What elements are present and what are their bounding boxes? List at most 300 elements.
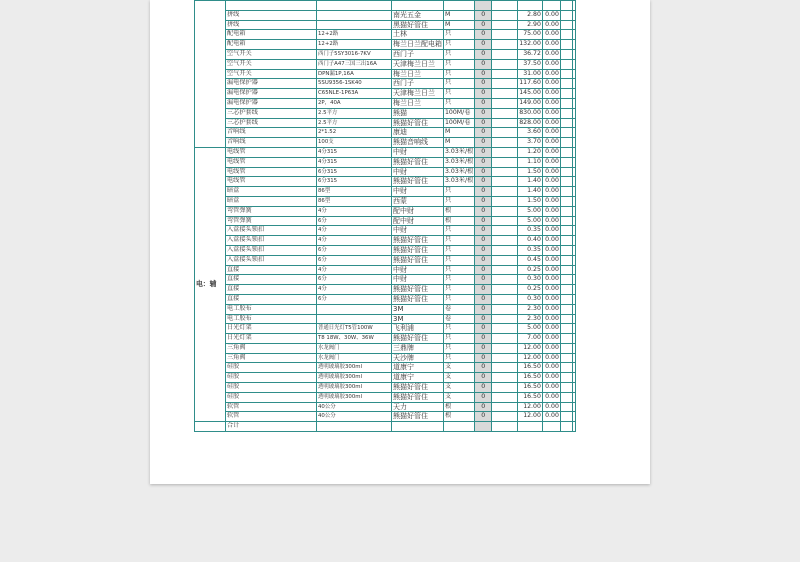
- price-cell: 2.30: [518, 314, 543, 324]
- amount-cell: 0.00: [542, 40, 560, 50]
- item-name-cell: 电线管: [226, 167, 317, 177]
- price-cell: 132.00: [518, 40, 543, 50]
- table-row: [195, 196, 576, 206]
- extra-cell: [572, 157, 575, 167]
- brand-cell: 梅兰日兰: [392, 69, 444, 79]
- table-row: [195, 334, 576, 344]
- item-name-cell: 漏电保护器: [226, 79, 317, 89]
- extra-cell: [572, 79, 575, 89]
- spacer-cell: [492, 265, 518, 275]
- quantity-cell: 0: [475, 245, 492, 255]
- brand-cell: [392, 422, 444, 432]
- extra-cell: [560, 1, 572, 11]
- unit-cell: 根: [444, 402, 475, 412]
- item-name-cell: 拼线: [226, 20, 317, 30]
- item-name-cell: 硅胶: [226, 373, 317, 383]
- amount-cell: 0.00: [542, 187, 560, 197]
- spacer-cell: [492, 177, 518, 187]
- extra-cell: [560, 275, 572, 285]
- extra-cell: [572, 147, 575, 157]
- brand-cell: 熊猫: [392, 108, 444, 118]
- extra-cell: [572, 167, 575, 177]
- price-cell: 16.50: [518, 373, 543, 383]
- extra-cell: [560, 216, 572, 226]
- spacer-cell: [492, 353, 518, 363]
- amount-cell: [542, 422, 560, 432]
- table-row: [195, 128, 576, 138]
- table-body: [195, 1, 576, 432]
- quantity-cell: 0: [475, 167, 492, 177]
- item-name-cell: 软管: [226, 412, 317, 422]
- brand-cell: 熊猫好管住: [392, 245, 444, 255]
- table-row: [195, 226, 576, 236]
- table-row: [195, 138, 576, 148]
- extra-cell: [560, 59, 572, 69]
- table-row: [195, 304, 576, 314]
- amount-cell: 0.00: [542, 226, 560, 236]
- extra-cell: [572, 383, 575, 393]
- amount-cell: 0.00: [542, 89, 560, 99]
- spacer-cell: [492, 412, 518, 422]
- brand-cell: 天沙牌: [392, 353, 444, 363]
- amount-cell: 0.00: [542, 304, 560, 314]
- quantity-cell: 0: [475, 324, 492, 334]
- quantity-cell: 0: [475, 20, 492, 30]
- spec-cell: 6分: [317, 216, 392, 226]
- quantity-cell: 0: [475, 304, 492, 314]
- extra-cell: [560, 363, 572, 373]
- extra-cell: [572, 196, 575, 206]
- spec-cell: [317, 20, 392, 30]
- table-row: [195, 157, 576, 167]
- extra-cell: [572, 177, 575, 187]
- item-name-cell: 直接: [226, 275, 317, 285]
- item-name-cell: 直接: [226, 294, 317, 304]
- amount-cell: 0.00: [542, 265, 560, 275]
- item-name-cell: 软管: [226, 402, 317, 412]
- brand-cell: 梅兰日兰: [392, 98, 444, 108]
- extra-cell: [572, 294, 575, 304]
- extra-cell: [560, 20, 572, 30]
- table-row: [195, 343, 576, 353]
- extra-cell: [560, 236, 572, 246]
- table-row: [195, 98, 576, 108]
- spacer-cell: [492, 226, 518, 236]
- item-name-cell: 入盒接头锁扣: [226, 226, 317, 236]
- price-cell: 3.60: [518, 128, 543, 138]
- extra-cell: [572, 128, 575, 138]
- quantity-cell: 0: [475, 118, 492, 128]
- brand-cell: 天津梅兰日兰: [392, 89, 444, 99]
- table-row: [195, 422, 576, 432]
- price-cell: 0.25: [518, 265, 543, 275]
- unit-cell: 支: [444, 383, 475, 393]
- amount-cell: 0.00: [542, 98, 560, 108]
- item-name-cell: 直接: [226, 265, 317, 275]
- item-name-cell: 漏电保护器: [226, 89, 317, 99]
- spec-cell: 40公分: [317, 402, 392, 412]
- quantity-cell: 0: [475, 412, 492, 422]
- item-name-cell: 日光灯架: [226, 324, 317, 334]
- brand-cell: 配中财: [392, 206, 444, 216]
- amount-cell: 0.00: [542, 412, 560, 422]
- quantity-cell: 0: [475, 30, 492, 40]
- table-row: [195, 353, 576, 363]
- spacer-cell: [492, 363, 518, 373]
- price-cell: 36.72: [518, 49, 543, 59]
- unit-cell: 支: [444, 363, 475, 373]
- spec-cell: [317, 314, 392, 324]
- table-row: [195, 245, 576, 255]
- extra-cell: [572, 275, 575, 285]
- amount-cell: 0.00: [542, 294, 560, 304]
- brand-cell: 熊猫音响线: [392, 138, 444, 148]
- spacer-cell: [492, 118, 518, 128]
- extra-cell: [572, 1, 575, 11]
- spec-cell: 4分: [317, 226, 392, 236]
- extra-cell: [560, 294, 572, 304]
- extra-cell: [560, 196, 572, 206]
- extra-cell: [560, 343, 572, 353]
- quantity-cell: 0: [475, 285, 492, 295]
- price-cell: 5.00: [518, 324, 543, 334]
- brand-cell: 西门子: [392, 49, 444, 59]
- amount-cell: 0.00: [542, 69, 560, 79]
- extra-cell: [560, 304, 572, 314]
- spec-cell: C65NLE-1P63A: [317, 89, 392, 99]
- table-row: [195, 10, 576, 20]
- extra-cell: [572, 216, 575, 226]
- spacer-cell: [492, 40, 518, 50]
- brand-cell: 中财: [392, 275, 444, 285]
- spec-cell: 6分: [317, 275, 392, 285]
- extra-cell: [572, 353, 575, 363]
- extra-cell: [572, 373, 575, 383]
- brand-cell: 天津梅兰日兰: [392, 59, 444, 69]
- unit-cell: 只: [444, 49, 475, 59]
- item-name-cell: 电工胶布: [226, 314, 317, 324]
- extra-cell: [572, 226, 575, 236]
- spec-cell: DPN漏1P,16A: [317, 69, 392, 79]
- price-cell: 1.10: [518, 157, 543, 167]
- spec-cell: 4分: [317, 206, 392, 216]
- spacer-cell: [492, 79, 518, 89]
- price-cell: 0.40: [518, 236, 543, 246]
- price-cell: [518, 422, 543, 432]
- extra-cell: [560, 412, 572, 422]
- brand-cell: 道康宁: [392, 363, 444, 373]
- extra-cell: [560, 177, 572, 187]
- brand-cell: 熊猫好管住: [392, 412, 444, 422]
- spacer-cell: [492, 402, 518, 412]
- spacer-cell: [492, 49, 518, 59]
- table-row: [195, 402, 576, 412]
- table-row: [195, 118, 576, 128]
- brand-cell: 中财: [392, 187, 444, 197]
- spacer-cell: [492, 245, 518, 255]
- extra-cell: [560, 128, 572, 138]
- spec-cell: 6分: [317, 245, 392, 255]
- table-row: [195, 177, 576, 187]
- price-cell: 16.50: [518, 392, 543, 402]
- item-name-cell: 弯管弹簧: [226, 206, 317, 216]
- spec-cell: [317, 304, 392, 314]
- unit-cell: 3.03米/根: [444, 147, 475, 157]
- unit-cell: 根: [444, 216, 475, 226]
- price-cell: 1.40: [518, 187, 543, 197]
- item-name-cell: 音响线: [226, 128, 317, 138]
- amount-cell: [542, 1, 560, 11]
- item-name-cell: 硅胶: [226, 363, 317, 373]
- brand-cell: 土林: [392, 30, 444, 40]
- extra-cell: [560, 138, 572, 148]
- quantity-cell: 0: [475, 10, 492, 20]
- quantity-cell: [475, 1, 492, 11]
- extra-cell: [560, 79, 572, 89]
- spec-cell: 6分315: [317, 167, 392, 177]
- extra-cell: [572, 206, 575, 216]
- spacer-cell: [492, 275, 518, 285]
- spacer-cell: [492, 324, 518, 334]
- spec-cell: 6分: [317, 294, 392, 304]
- spec-cell: 2.5平方: [317, 118, 392, 128]
- extra-cell: [560, 98, 572, 108]
- spacer-cell: [492, 108, 518, 118]
- quantity-cell: 0: [475, 343, 492, 353]
- item-name-cell: 空气开关: [226, 49, 317, 59]
- price-cell: 0.35: [518, 245, 543, 255]
- table-row: [195, 59, 576, 69]
- item-name-cell: 配电箱: [226, 40, 317, 50]
- extra-cell: [560, 392, 572, 402]
- price-cell: 5.00: [518, 216, 543, 226]
- spacer-cell: [492, 304, 518, 314]
- brand-cell: 熊猫好管住: [392, 285, 444, 295]
- item-name-cell: 硅胶: [226, 383, 317, 393]
- spacer-cell: [492, 147, 518, 157]
- extra-cell: [572, 245, 575, 255]
- unit-cell: M: [444, 128, 475, 138]
- spec-cell: 透明玻璃胶300ml: [317, 383, 392, 393]
- spacer-cell: [492, 187, 518, 197]
- spec-cell: [317, 1, 392, 11]
- table-row: [195, 236, 576, 246]
- extra-cell: [572, 187, 575, 197]
- extra-cell: [560, 118, 572, 128]
- brand-cell: 中财: [392, 167, 444, 177]
- price-cell: 75.00: [518, 30, 543, 40]
- item-name-cell: 空气开关: [226, 69, 317, 79]
- spec-cell: 透明玻璃胶300ml: [317, 373, 392, 383]
- unit-cell: 根: [444, 206, 475, 216]
- quantity-cell: 0: [475, 138, 492, 148]
- extra-cell: [560, 147, 572, 157]
- table-row: [195, 1, 576, 11]
- brand-cell: 熊猫好管住: [392, 255, 444, 265]
- quantity-cell: 0: [475, 98, 492, 108]
- extra-cell: [560, 40, 572, 50]
- quantity-cell: 0: [475, 363, 492, 373]
- amount-cell: 0.00: [542, 196, 560, 206]
- unit-cell: 只: [444, 324, 475, 334]
- extra-cell: [572, 236, 575, 246]
- item-name-cell: 入盒接头锁扣: [226, 245, 317, 255]
- price-cell: 0.30: [518, 275, 543, 285]
- item-name-cell: 电线管: [226, 147, 317, 157]
- unit-cell: 只: [444, 334, 475, 344]
- unit-cell: 100M/卷: [444, 108, 475, 118]
- price-cell: 3.70: [518, 138, 543, 148]
- quantity-cell: 0: [475, 196, 492, 206]
- extra-cell: [572, 98, 575, 108]
- unit-cell: 根: [444, 412, 475, 422]
- table-row: [195, 285, 576, 295]
- amount-cell: 0.00: [542, 108, 560, 118]
- extra-cell: [572, 304, 575, 314]
- item-name-cell: 电工胶布: [226, 304, 317, 314]
- amount-cell: 0.00: [542, 353, 560, 363]
- unit-cell: 只: [444, 187, 475, 197]
- spacer-cell: [492, 1, 518, 11]
- spec-cell: 2*1.52: [317, 128, 392, 138]
- spacer-cell: [492, 422, 518, 432]
- unit-cell: 只: [444, 255, 475, 265]
- brand-cell: 西门子: [392, 79, 444, 89]
- extra-cell: [560, 245, 572, 255]
- extra-cell: [560, 314, 572, 324]
- quantity-cell: 0: [475, 177, 492, 187]
- amount-cell: 0.00: [542, 206, 560, 216]
- item-name-cell: 电线管: [226, 177, 317, 187]
- extra-cell: [560, 255, 572, 265]
- extra-cell: [560, 334, 572, 344]
- item-name-cell: 拼线: [226, 10, 317, 20]
- spacer-cell: [492, 294, 518, 304]
- extra-cell: [572, 265, 575, 275]
- spacer-cell: [492, 59, 518, 69]
- extra-cell: [560, 324, 572, 334]
- amount-cell: 0.00: [542, 373, 560, 383]
- brand-cell: 飞利浦: [392, 324, 444, 334]
- amount-cell: 0.00: [542, 334, 560, 344]
- table-row: [195, 206, 576, 216]
- extra-cell: [572, 334, 575, 344]
- amount-cell: 0.00: [542, 392, 560, 402]
- table-row: [195, 187, 576, 197]
- extra-cell: [572, 138, 575, 148]
- brand-cell: 熊猫好管住: [392, 118, 444, 128]
- table-row: [195, 108, 576, 118]
- extra-cell: [560, 265, 572, 275]
- unit-cell: 3.03米/根: [444, 157, 475, 167]
- unit-cell: [444, 1, 475, 11]
- item-name-cell: 入盒接头锁扣: [226, 236, 317, 246]
- quantity-cell: 0: [475, 89, 492, 99]
- price-cell: 1.50: [518, 196, 543, 206]
- price-cell: 12.00: [518, 353, 543, 363]
- price-cell: 0.45: [518, 255, 543, 265]
- table-row: [195, 314, 576, 324]
- amount-cell: 0.00: [542, 138, 560, 148]
- price-cell: 31.00: [518, 69, 543, 79]
- amount-cell: 0.00: [542, 236, 560, 246]
- spec-cell: 6分: [317, 255, 392, 265]
- extra-cell: [572, 402, 575, 412]
- table-row: [195, 383, 576, 393]
- spec-cell: 4分315: [317, 157, 392, 167]
- brand-cell: 3M: [392, 304, 444, 314]
- extra-cell: [572, 343, 575, 353]
- quantity-cell: 0: [475, 40, 492, 50]
- amount-cell: 0.00: [542, 343, 560, 353]
- brand-cell: 中财: [392, 226, 444, 236]
- unit-cell: 支: [444, 392, 475, 402]
- unit-cell: 3.03米/根: [444, 167, 475, 177]
- quantity-cell: 0: [475, 216, 492, 226]
- extra-cell: [572, 392, 575, 402]
- brand-cell: 中财: [392, 265, 444, 275]
- quantity-cell: 0: [475, 402, 492, 412]
- spacer-cell: [492, 138, 518, 148]
- extra-cell: [560, 157, 572, 167]
- quantity-cell: 0: [475, 314, 492, 324]
- spacer-cell: [492, 216, 518, 226]
- extra-cell: [572, 255, 575, 265]
- spec-cell: 86型: [317, 196, 392, 206]
- extra-cell: [560, 187, 572, 197]
- spec-cell: 12+2路: [317, 30, 392, 40]
- amount-cell: 0.00: [542, 147, 560, 157]
- table-row: [195, 79, 576, 89]
- quantity-cell: 0: [475, 157, 492, 167]
- unit-cell: 只: [444, 265, 475, 275]
- extra-cell: [572, 59, 575, 69]
- spacer-cell: [492, 392, 518, 402]
- spacer-cell: [492, 285, 518, 295]
- brand-cell: 熊猫好管住: [392, 294, 444, 304]
- category-cell-top: [195, 1, 226, 148]
- item-name-cell: 空气开关: [226, 59, 317, 69]
- amount-cell: 0.00: [542, 255, 560, 265]
- unit-cell: 只: [444, 343, 475, 353]
- extra-cell: [560, 89, 572, 99]
- extra-cell: [560, 10, 572, 20]
- price-cell: 12.00: [518, 343, 543, 353]
- extra-cell: [572, 324, 575, 334]
- quantity-cell: 0: [475, 334, 492, 344]
- brand-cell: 熊猫好管住: [392, 383, 444, 393]
- spacer-cell: [492, 314, 518, 324]
- unit-cell: 只: [444, 98, 475, 108]
- table-row: [195, 373, 576, 383]
- price-cell: 1.20: [518, 147, 543, 157]
- quantity-cell: 0: [475, 353, 492, 363]
- item-name-cell: 合计: [226, 422, 317, 432]
- item-name-cell: 音响线: [226, 138, 317, 148]
- spec-cell: 6分315: [317, 177, 392, 187]
- unit-cell: 只: [444, 30, 475, 40]
- category-cell: 电：辅: [195, 147, 226, 421]
- price-cell: 37.50: [518, 59, 543, 69]
- price-cell: 1.40: [518, 177, 543, 187]
- price-cell: 149.00: [518, 98, 543, 108]
- table-row: [195, 265, 576, 275]
- item-name-cell: 配电箱: [226, 30, 317, 40]
- extra-cell: [560, 422, 572, 432]
- unit-cell: 只: [444, 275, 475, 285]
- unit-cell: 只: [444, 89, 475, 99]
- amount-cell: 0.00: [542, 245, 560, 255]
